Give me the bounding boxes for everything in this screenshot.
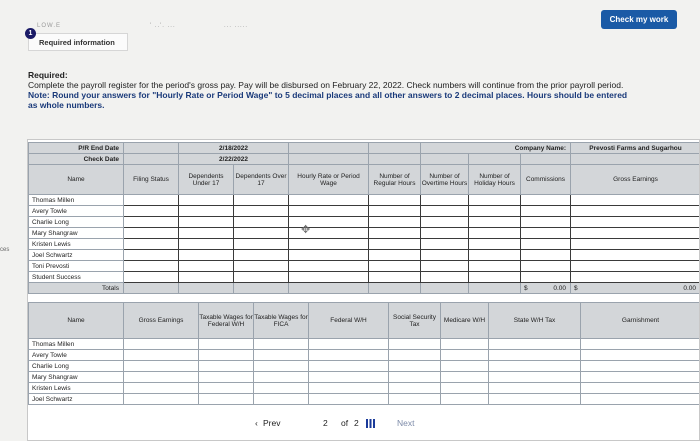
register-input-cell[interactable] [179,272,234,283]
register-input-cell[interactable] [469,261,521,272]
top-bar [0,0,700,30]
employee-name: Charlie Long [29,217,124,228]
col-header: Taxable Wages for Federal W/H [199,303,254,339]
pagination [255,418,435,432]
register-input-cell[interactable] [369,239,421,250]
check-date-value: 2/22/2022 [179,154,289,165]
register-input-cell[interactable] [521,228,571,239]
deduction-cell[interactable] [309,361,389,372]
commissions-currency: $ [524,284,528,292]
employee-name: Joel Schwartz [29,250,124,261]
register-input-cell[interactable] [289,195,369,206]
deduction-cell[interactable] [309,394,389,405]
employee-name: Mary Shangraw [29,372,124,383]
commissions-total [521,283,571,294]
register-input-cell[interactable] [571,250,700,261]
table-row [29,350,700,361]
table-row [29,206,700,217]
register-input-cell[interactable] [521,250,571,261]
deduction-cell[interactable] [441,394,489,405]
register-input-cell[interactable] [469,272,521,283]
deduction-cell[interactable] [389,394,441,405]
register-input-cell[interactable] [421,206,469,217]
pr-end-date-value: 2/18/2022 [179,143,289,154]
register-input-cell[interactable] [124,261,179,272]
register-input-cell[interactable] [421,239,469,250]
register-input-cell[interactable] [124,272,179,283]
deduction-cell[interactable] [489,350,581,361]
register-input-cell[interactable] [469,217,521,228]
employee-name: Kristen Lewis [29,383,124,394]
deduction-cell[interactable] [389,361,441,372]
register-input-cell[interactable] [571,206,700,217]
register-input-cell[interactable] [521,272,571,283]
deduction-cell[interactable] [489,394,581,405]
table-row [29,239,700,250]
deduction-cell[interactable] [389,383,441,394]
employee-name: Kristen Lewis [29,239,124,250]
deduction-cell[interactable] [309,339,389,350]
col-header: Garnishment [581,303,700,339]
deduction-cell[interactable] [581,361,700,372]
left-edge-text: ces [0,247,10,253]
register-input-cell[interactable] [571,272,700,283]
register-input-cell[interactable] [369,261,421,272]
employee-name: Charlie Long [29,361,124,372]
deduction-cell[interactable] [309,383,389,394]
deduction-cell[interactable] [309,372,389,383]
col-header: Number of Overtime Hours [421,165,469,195]
deduction-cell[interactable] [254,383,309,394]
deduction-cell[interactable] [581,372,700,383]
totals-label: Totals [29,283,124,294]
register-input-cell[interactable] [179,250,234,261]
employee-name: Toni Prevosti [29,261,124,272]
deduction-cell[interactable] [441,339,489,350]
deduction-cell[interactable] [199,339,254,350]
register-input-cell[interactable] [421,261,469,272]
chevron-left-icon[interactable]: ‹ [255,418,258,428]
deduction-cell[interactable] [441,383,489,394]
col-header: Gross Earnings [571,165,700,195]
register-input-cell[interactable] [469,195,521,206]
pr-end-date-label: P/R End Date [29,143,124,154]
register-input-cell[interactable] [124,228,179,239]
register-input-cell[interactable] [521,195,571,206]
check-date-label: Check Date [29,154,124,165]
register-input-cell[interactable] [124,217,179,228]
deduction-cell[interactable] [199,372,254,383]
employee-name: Thomas Millen [29,339,124,350]
col-header: State W/H Tax [489,303,581,339]
deduction-cell[interactable] [124,394,199,405]
register-input-cell[interactable] [521,217,571,228]
company-name-value: Prevosti Farms and Sugarhou [571,143,700,154]
deduction-cell[interactable] [489,372,581,383]
register-input-cell[interactable] [571,239,700,250]
col-header: Name [29,165,124,195]
instructions-note: Note: Round your answers for "Hourly Rate or Period Wage" to 5 decimal places and all other answers to 2 decimal places. Hours should be entered as whole numbers. [28,90,628,110]
table-row [29,195,700,206]
instructions-body: Complete the payroll register for the period's gross pay. Pay will be disbursed on February 22, 2022. Check numbers will continue from the prior payroll period. [28,80,624,90]
register-input-cell[interactable] [421,195,469,206]
register-input-cell[interactable] [289,206,369,217]
register-input-cell[interactable] [234,239,289,250]
deduction-cell[interactable] [124,339,199,350]
table-row [29,339,700,350]
payroll-register-panel [27,139,700,441]
company-name-label: Company Name: [421,143,571,154]
register-input-cell[interactable] [369,217,421,228]
register-input-cell[interactable] [369,228,421,239]
table-row [29,394,700,405]
gross-total [571,283,700,294]
col-header: Hourly Rate or Period Wage [289,165,369,195]
deduction-cell[interactable] [254,339,309,350]
faded-tab-3: ... ..... [224,23,249,29]
table-row [29,372,700,383]
register-input-cell[interactable] [469,250,521,261]
register-input-cell[interactable] [369,195,421,206]
col-header: Number of Regular Hours [369,165,421,195]
register-input-cell[interactable] [179,217,234,228]
employee-name: Joel Schwartz [29,394,124,405]
register-input-cell[interactable] [571,228,700,239]
register-input-cell[interactable] [234,217,289,228]
deduction-cell[interactable] [254,394,309,405]
table-row [29,261,700,272]
register-input-cell[interactable] [369,250,421,261]
employee-name: Avery Towle [29,350,124,361]
deduction-cell[interactable] [489,361,581,372]
page-of-label: of [341,418,349,428]
instructions [28,70,628,110]
gross-currency: $ [574,284,578,292]
deduction-cell[interactable] [124,361,199,372]
register-input-cell[interactable] [179,239,234,250]
table-row [29,272,700,283]
check-my-work-button[interactable]: Check my work [601,10,677,29]
col-header: Gross Earnings [124,303,199,339]
register-input-cell[interactable] [289,272,369,283]
register-input-cell[interactable] [179,195,234,206]
table-row [29,217,700,228]
move-icon[interactable]: ✥ [301,224,311,236]
employee-name: Thomas Millen [29,195,124,206]
register-input-cell[interactable] [421,228,469,239]
deduction-cell[interactable] [199,394,254,405]
register-input-cell[interactable] [521,239,571,250]
register-input-cell[interactable] [124,195,179,206]
register-input-cell[interactable] [124,250,179,261]
register-input-cell[interactable] [421,217,469,228]
employee-name: Avery Towle [29,206,124,217]
payroll-register-table [28,142,700,294]
register-input-cell[interactable] [234,195,289,206]
employee-name: Student Success [29,272,124,283]
col-header: Social Security Tax [389,303,441,339]
commissions-total-value: 0.00 [553,284,567,292]
next-button[interactable]: Next [397,418,415,428]
col-header: Dependents Over 17 [234,165,289,195]
col-header: Filing Status [124,165,179,195]
register-input-cell[interactable] [469,228,521,239]
register-input-cell[interactable] [469,206,521,217]
deduction-cell[interactable] [441,350,489,361]
instructions-heading: Required: [28,70,68,80]
faded-tab-2: ' ..'. ... [150,23,176,29]
register-input-cell[interactable] [289,239,369,250]
deduction-cell[interactable] [124,372,199,383]
deduction-cell[interactable] [441,361,489,372]
deduction-cell[interactable] [124,350,199,361]
col-header: Medicare W/H [441,303,489,339]
deduction-cell[interactable] [254,372,309,383]
col-header: Dependents Under 17 [179,165,234,195]
payroll-deductions-table [28,302,700,405]
grid-icon[interactable] [366,419,375,428]
total-pages: 2 [354,418,359,428]
deduction-cell[interactable] [199,383,254,394]
register-input-cell[interactable] [234,228,289,239]
deduction-cell[interactable] [199,361,254,372]
deduction-cell[interactable] [581,394,700,405]
table-row [29,383,700,394]
col-header: Number of Holiday Hours [469,165,521,195]
deduction-cell[interactable] [389,339,441,350]
deduction-cell[interactable] [489,339,581,350]
deduction-cell[interactable] [581,383,700,394]
deduction-cell[interactable] [309,350,389,361]
register-input-cell[interactable] [179,228,234,239]
alert-badge: 1 [25,28,36,39]
deduction-cell[interactable] [124,383,199,394]
register-input-cell[interactable] [234,261,289,272]
register-input-cell[interactable] [521,261,571,272]
register-input-cell[interactable] [289,250,369,261]
required-information-tab[interactable]: Required information [28,33,128,51]
register-input-cell[interactable] [571,217,700,228]
register-input-cell[interactable] [421,272,469,283]
table-row [29,250,700,261]
deduction-cell[interactable] [441,372,489,383]
deduction-cell[interactable] [489,383,581,394]
register-input-cell[interactable] [234,206,289,217]
register-input-cell[interactable] [234,250,289,261]
col-header: Federal W/H [309,303,389,339]
current-page: 2 [323,418,328,428]
table-row [29,228,700,239]
register-input-cell[interactable] [179,206,234,217]
prev-button[interactable]: Prev [263,418,281,428]
col-header: Commissions [521,165,571,195]
register-input-cell[interactable] [124,239,179,250]
table-row [29,361,700,372]
register-input-cell[interactable] [469,239,521,250]
register-input-cell[interactable] [421,250,469,261]
register-input-cell[interactable] [234,272,289,283]
register-input-cell[interactable] [124,206,179,217]
deduction-cell[interactable] [254,350,309,361]
deduction-cell[interactable] [581,339,700,350]
register-input-cell[interactable] [571,195,700,206]
register-input-cell[interactable] [369,272,421,283]
register-input-cell[interactable] [369,206,421,217]
gross-total-value: 0.00 [683,284,697,292]
register-input-cell[interactable] [571,261,700,272]
deduction-cell[interactable] [199,350,254,361]
deduction-cell[interactable] [581,350,700,361]
register-input-cell[interactable] [179,261,234,272]
register-input-cell[interactable] [521,206,571,217]
deduction-cell[interactable] [389,372,441,383]
faded-tab-1: LOW.E [37,23,62,29]
employee-name: Mary Shangraw [29,228,124,239]
deduction-cell[interactable] [389,350,441,361]
col-header: Name [29,303,124,339]
col-header: Taxable Wages for FICA [254,303,309,339]
register-input-cell[interactable] [289,261,369,272]
deduction-cell[interactable] [254,361,309,372]
